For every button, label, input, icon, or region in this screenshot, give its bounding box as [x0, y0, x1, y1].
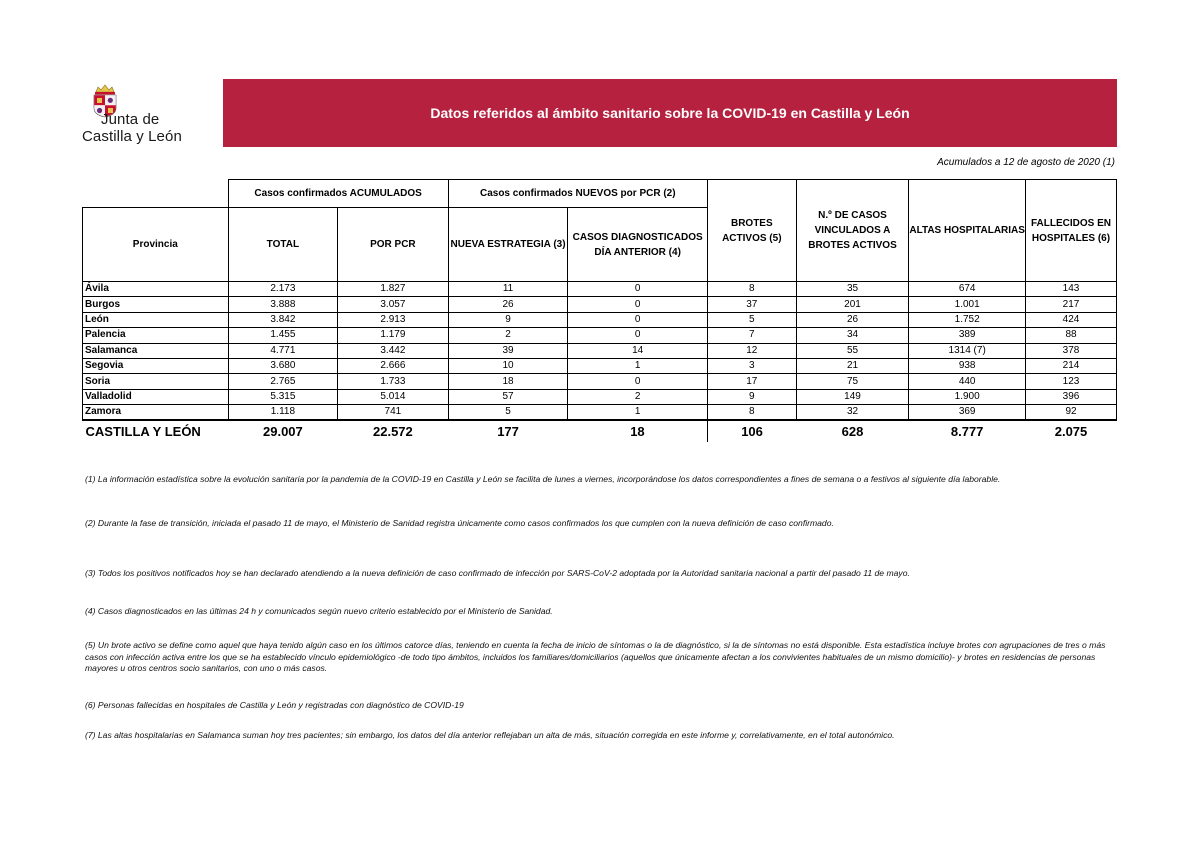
table-cell: 5.315	[228, 389, 337, 404]
table-cell: 9	[448, 312, 568, 327]
table-cell: 741	[338, 405, 449, 421]
col-fallecidos: FALLECIDOS EN HOSPITALES (6)	[1026, 180, 1117, 282]
table-cell: 0	[568, 374, 707, 389]
table-cell: 3.842	[228, 312, 337, 327]
table-cell: 214	[1026, 358, 1117, 373]
table-cell: 1	[568, 358, 707, 373]
table-cell: 17	[707, 374, 796, 389]
table-row	[83, 312, 1117, 327]
table-cell: 3	[707, 358, 796, 373]
table-cell: 39	[448, 343, 568, 358]
table-cell: 57	[448, 389, 568, 404]
table-cell: 8	[707, 405, 796, 421]
col-casos-dia-anterior: CASOS DIAGNOSTICADOS DÍA ANTERIOR (4)	[568, 208, 707, 282]
table-cell: 7	[707, 328, 796, 343]
province-name: Burgos	[83, 297, 229, 312]
table-cell: 92	[1026, 405, 1117, 421]
table-cell: 32	[796, 405, 909, 421]
total-cell: 22.572	[338, 420, 449, 442]
table-body	[83, 282, 1117, 443]
table-cell: 1	[568, 405, 707, 421]
table-cell: 201	[796, 297, 909, 312]
table-cell: 5	[707, 312, 796, 327]
table-cell: 378	[1026, 343, 1117, 358]
table-cell: 14	[568, 343, 707, 358]
table-row	[83, 343, 1117, 358]
province-name: Valladolid	[83, 389, 229, 404]
table-cell: 55	[796, 343, 909, 358]
logo-wordmark	[82, 111, 182, 145]
table-cell: 5	[448, 405, 568, 421]
table-cell: 88	[1026, 328, 1117, 343]
table-cell: 1.827	[338, 282, 449, 297]
table-cell: 143	[1026, 282, 1117, 297]
table-cell: 389	[909, 328, 1026, 343]
col-total: TOTAL	[228, 208, 337, 282]
total-cell: 8.777	[909, 420, 1026, 442]
table-cell: 0	[568, 312, 707, 327]
table-cell: 396	[1026, 389, 1117, 404]
table-cell: 369	[909, 405, 1026, 421]
total-label: CASTILLA Y LEÓN	[83, 420, 229, 442]
table-cell: 0	[568, 297, 707, 312]
total-cell: 18	[568, 420, 707, 442]
province-name: Salamanca	[83, 343, 229, 358]
footnote-5: (5) Un brote activo se define como aquel que haya tenido algún caso en los últimos catorce días, teniendo en cuenta la fecha de inicio de síntomas o la de diagnóstico, si la de síntomas no está disponible. Esta estadística incluye brotes con agrupaciones de tres o más casos con infección activa entre los que se ha establecido vínculo epidemiológico -de todo tipo ámbitos, incluidos los familiares/domiciliarios (aquellos que únicamente afectan a los convivientes habituales de un mismo domicilio)- y brotes en residencias de personas mayores u otros centros socio sanitarios, con uno o más casos.	[85, 640, 1106, 673]
col-altas: ALTAS HOSPITALARIAS	[909, 180, 1026, 282]
table-cell: 9	[707, 389, 796, 404]
province-name: Palencia	[83, 328, 229, 343]
total-cell: 29.007	[228, 420, 337, 442]
table-cell: 1.179	[338, 328, 449, 343]
table-cell: 938	[909, 358, 1026, 373]
page-title: Datos referidos al ámbito sanitario sobre la COVID-19 en Castilla y León	[430, 105, 910, 121]
total-cell: 2.075	[1026, 420, 1117, 442]
footnote-7: (7) Las altas hospitalarias en Salamanca suman hoy tres pacientes; sin embargo, los datos del día anterior reflejaban un alta de más, situación corregida en este informe y, correlativamente, en el total autonómico.	[85, 730, 895, 740]
col-casos-vinculados: N.º DE CASOS VINCULADOS A BROTES ACTIVOS	[796, 180, 909, 282]
table-cell: 440	[909, 374, 1026, 389]
total-cell: 177	[448, 420, 568, 442]
table-cell: 1.733	[338, 374, 449, 389]
table-cell: 75	[796, 374, 909, 389]
table-row	[83, 282, 1117, 297]
table-cell: 10	[448, 358, 568, 373]
group-header-acumulados: Casos confirmados ACUMULADOS	[228, 180, 448, 208]
col-nueva-estrategia: NUEVA ESTRATEGIA (3)	[448, 208, 568, 282]
table-cell: 149	[796, 389, 909, 404]
table-cell: 3.057	[338, 297, 449, 312]
as-of-date: Acumulados a 12 de agosto de 2020 (1)	[937, 157, 1115, 168]
table-cell: 35	[796, 282, 909, 297]
table-cell: 3.680	[228, 358, 337, 373]
table-cell: 0	[568, 328, 707, 343]
table-cell: 26	[448, 297, 568, 312]
group-header-nuevos: Casos confirmados NUEVOS por PCR (2)	[448, 180, 707, 208]
table-cell: 217	[1026, 297, 1117, 312]
total-cell: 628	[796, 420, 909, 442]
table-row	[83, 405, 1117, 421]
province-name: Zamora	[83, 405, 229, 421]
total-row	[83, 420, 1117, 442]
footnote-2: (2) Durante la fase de transición, iniciada el pasado 11 de mayo, el Ministerio de Sanidad registra únicamente como casos confirmados los que cumplen con la nueva definición de caso confirmado.	[85, 518, 834, 528]
footnote-4: (4) Casos diagnosticados en las últimas 24 h y comunicados según nuevo criterio establecido por el Ministerio de Sanidad.	[85, 606, 553, 616]
table-cell: 2.765	[228, 374, 337, 389]
table-cell: 37	[707, 297, 796, 312]
table-cell: 18	[448, 374, 568, 389]
table-cell: 1.455	[228, 328, 337, 343]
footnote-1: (1) La información estadística sobre la evolución sanitaria por la pandemia de la COVID-19 en Castilla y León se facilita de lunes a viernes, incorporándose los datos correspondientes a fines de semana o a festivos al siguiente día laborable.	[85, 474, 1001, 484]
table-cell: 3.888	[228, 297, 337, 312]
table-cell: 2	[568, 389, 707, 404]
table-cell: 34	[796, 328, 909, 343]
footnote-3: (3) Todos los positivos notificados hoy se han declarado atendiendo a la nueva definición de caso confirmado de infección por SARS-CoV-2 adoptada por la Autoridad sanitaria nacional a partir del pasado 11 de mayo.	[85, 568, 910, 578]
table-cell: 2.913	[338, 312, 449, 327]
table-cell: 1.001	[909, 297, 1026, 312]
col-brotes-activos: BROTES ACTIVOS (5)	[707, 180, 796, 282]
col-provincia: Provincia	[83, 208, 229, 282]
table-cell: 11	[448, 282, 568, 297]
table-cell: 2	[448, 328, 568, 343]
table-cell: 8	[707, 282, 796, 297]
table-cell: 0	[568, 282, 707, 297]
junta-logo	[82, 82, 222, 152]
table-row	[83, 389, 1117, 404]
table-cell: 21	[796, 358, 909, 373]
table-row	[83, 374, 1117, 389]
table-cell: 2.666	[338, 358, 449, 373]
table-cell: 674	[909, 282, 1026, 297]
table-cell: 4.771	[228, 343, 337, 358]
table-row	[83, 358, 1117, 373]
col-por-pcr: POR PCR	[338, 208, 449, 282]
footnote-6: (6) Personas fallecidas en hospitales de Castilla y León y registradas con diagnóstico de COVID-19	[85, 700, 464, 710]
province-name: León	[83, 312, 229, 327]
province-name: Soria	[83, 374, 229, 389]
header-spacer	[83, 180, 229, 208]
logo-line-1: Junta de	[101, 111, 160, 128]
table-row	[83, 328, 1117, 343]
table-cell: 3.442	[338, 343, 449, 358]
table-cell: 2.173	[228, 282, 337, 297]
province-name: Segovia	[83, 358, 229, 373]
table-cell: 1314 (7)	[909, 343, 1026, 358]
table-cell: 1.118	[228, 405, 337, 421]
table-row	[83, 297, 1117, 312]
table-cell: 12	[707, 343, 796, 358]
table-cell: 1.900	[909, 389, 1026, 404]
table-cell: 26	[796, 312, 909, 327]
logo-line-2: Castilla y León	[82, 128, 182, 145]
province-name: Ávila	[83, 282, 229, 297]
total-cell: 106	[707, 420, 796, 442]
table-cell: 1.752	[909, 312, 1026, 327]
covid-data-table	[82, 179, 1117, 442]
header-banner	[223, 79, 1117, 147]
table-cell: 424	[1026, 312, 1117, 327]
table-cell: 123	[1026, 374, 1117, 389]
table-cell: 5.014	[338, 389, 449, 404]
